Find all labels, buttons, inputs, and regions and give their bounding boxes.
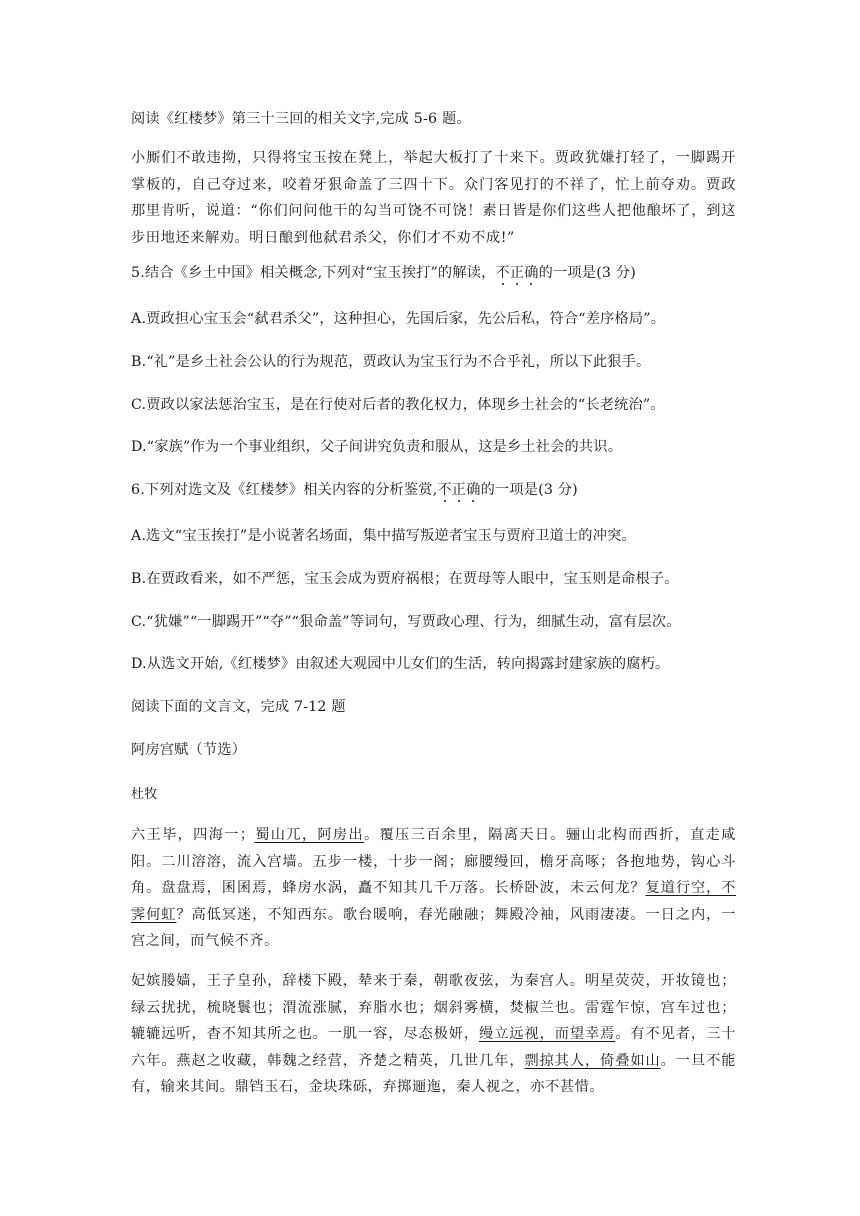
question-5-option-a: A.贾政担心宝玉会“弑君杀父”，这种担心，先国后家，先公后私，符合“差序格局”。 bbox=[131, 311, 666, 327]
poem-paragraph-2: 妃嫔媵嫱，王子皇孙，辞楼下殿，辇来于秦，朝歌夜弦，为秦宫人。明星荧荧，开妆镜也；绿云扰扰，梳晓鬟也；渭流涨腻，弃脂水也；烟斜雾横，焚椒兰也。雷霆乍惊，宫车过也；辘辘远听，杳不知其所之也。一肌一容，尽态极妍，缦立远视，而望幸焉。有不见者，三十六年。燕赵之收藏，韩魏之经营，齐楚之精英，几世几年，剽掠其人，倚叠如山。一旦不能有，输来其间。鼎铛玉石，金块珠砾，弃掷逦迤，秦人视之，亦不甚惜。 bbox=[131, 973, 736, 1095]
question-5-option-c: C.贾政以家法惩治宝玉，是在行使对后者的教化权力，体现乡土社会的“长老统治”。 bbox=[131, 397, 665, 413]
question-5-option-d: D.“家族”作为一个事业组织，父子间讲究负责和服从，这是乡土社会的共识。 bbox=[131, 439, 623, 455]
question-6-option-d: D.从选文开始,《红楼梦》由叙述大观园中儿女们的生活，转向揭露封建家族的腐朽。 bbox=[131, 656, 670, 672]
question-5-option-b: B.“礼”是乡土社会公认的行为规范，贾政认为宝玉行为不合乎礼，所以下此狠手。 bbox=[131, 354, 651, 370]
question-5-stem: 5.结合《乡土中国》相关概念,下列对“宝玉挨打”的解读，不正确的一项是(3 分) bbox=[131, 265, 636, 281]
intro-reading-7-12: 阅读下面的文言文，完成 7-12 题 bbox=[131, 699, 346, 715]
question-6-stem: 6.下列对选文及《红楼梦》相关内容的分析鉴赏,不正确的一项是(3 分) bbox=[131, 482, 578, 498]
poem-title: 阿房宫赋（节选） bbox=[131, 742, 247, 758]
poem-author: 杜牧 bbox=[131, 787, 158, 802]
poem-paragraph-1: 六王毕，四海一；蜀山兀，阿房出。覆压三百余里，隔离天日。骊山北构而西折，直走咸阳。二川溶溶，流入宫墙。五步一楼，十步一阁；廊腰缦回，檐牙高啄；各抱地势，钩心斗角。盘盘焉，囷囷焉，蜂房水涡，矗不知其几千万落。长桥卧波，未云何龙？复道行空，不霁何虹？高低冥迷，不知西东。歌台暖响，春光融融；舞殿冷袖，风雨凄凄。一日之内，一宫之间，而气候不齐。 bbox=[131, 827, 737, 949]
question-6-option-a: A.选文“宝玉挨打”是小说著名场面，集中描写叛逆者宝玉与贾府卫道士的冲突。 bbox=[131, 528, 636, 544]
question-6-option-c: C.“犹嫌”“一脚踢开”“夺”“狠命盖”等词句，写贾政心理、行为，细腻生动，富有层次。 bbox=[131, 614, 681, 630]
hongloumeng-excerpt: 小厮们不敢违拗，只得将宝玉按在凳上，举起大板打了十来下。贾政犹嫌打轻了，一脚踢开掌板的，自己夺过来，咬着牙狠命盖了三四十下。众门客见打的不祥了，忙上前夺劝。贾政那里肯听，说道：“你们问问他干的勾当可饶不可饶！素日皆是你们这些人把他酿坏了，到这步田地还来解劝。明日酿到他弑君杀父，你们才不劝不成!” bbox=[131, 150, 736, 246]
intro-reading-5-6: 阅读《红楼梦》第三十三回的相关文字,完成 5-6 题。 bbox=[131, 111, 471, 127]
question-6-option-b: B.在贾政看来，如不严惩，宝玉会成为贾府祸根；在贾母等人眼中，宝玉则是命根子。 bbox=[131, 571, 679, 587]
